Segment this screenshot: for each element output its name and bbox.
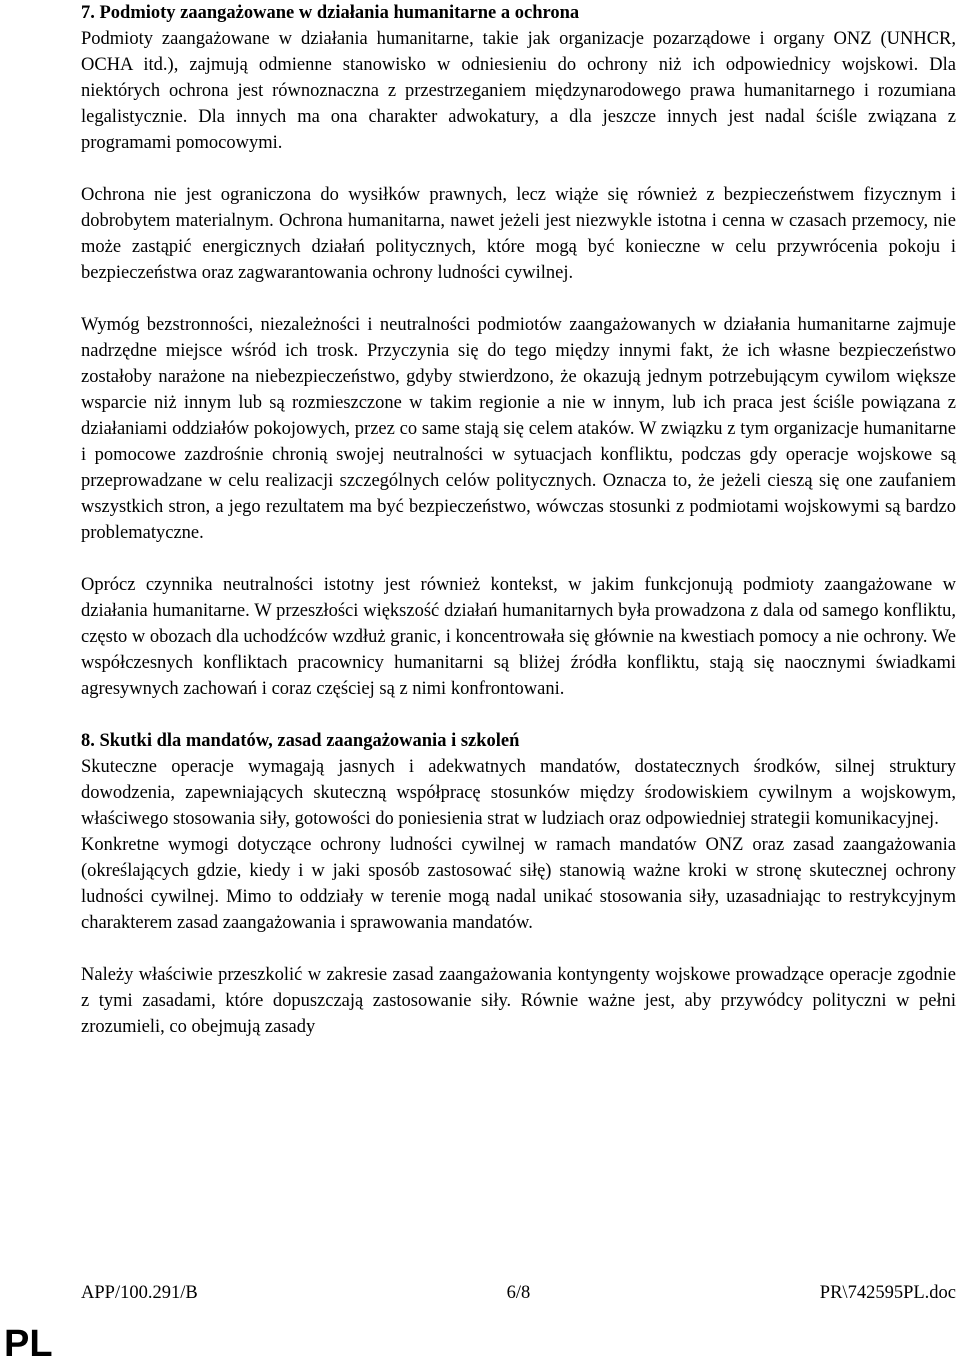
section-8-heading: 8. Skutki dla mandatów, zasad zaangażowania i szkoleń — [81, 731, 520, 751]
section-7-paragraph-4: Oprócz czynnika neutralności istotny jest również kontekst, w jakim funkcjonują podmioty zaangażowane w działania humanitarne. W przeszłości większość działań humanitarnych była prowadzona z dala od samego konfliktu, często w obozach dla uchodźców wzdłuż granic, i koncentrowała się głównie na kwestiach pomocy a nie ochrony. We współczesnych konfliktach pracownicy humanitarni są bliżej źródła konfliktu, stają się naocznymi świadkami agresywnych zachowań i coraz częściej są z nimi konfrontowani. — [81, 575, 956, 699]
footer-doc-ref: APP/100.291/B — [81, 1283, 198, 1303]
language-code: PL — [4, 1323, 53, 1365]
section-8-paragraph-3: Należy właściwie przeszkolić w zakresie zasad zaangażowania kontyngenty wojskowe prowadzące operacje zgodnie z tymi zasadami, które dopuszczają zastosowanie siły. Równie ważne jest, aby przywódcy polityczni w pełni zrozumieli, co obejmują zasady — [81, 965, 956, 1037]
section-7-paragraph-3: Wymóg bezstronności, niezależności i neutralności podmiotów zaangażowanych w działania humanitarne zajmuje nadrzędne miejsce wśród ich trosk. Przyczynia się do tego między innymi fakt, że ich własne bezpieczeństwo zostałoby narażone na niebezpieczeństwo, gdyby stwierdzono, że okazują jednym potrzebującym cywilom większe wsparcie niż innym lub są rozmieszczone w takim regionie a nie w innym, lub ich praca jest ściśle powiązana z działaniami oddziałów pokojowych, przez co same stają się celem ataków. W związku z tym organizacje humanitarne i pomocowe zazdrośnie chronią swojej neutralności w sytuacjach konfliktu, podczas gdy operacje wojskowe są przeprowadzane w celu realizacji szczególnych celów politycznych. Oznacza to, że jeżeli cieszą się one zaufaniem wszystkich stron, a jego rezultatem ma być bezpieczeństwo, wówczas stosunki z podmiotami wojskowymi są bardzo problematyczne. — [81, 315, 956, 543]
footer-file-name: PR\742595PL.doc — [819, 1283, 956, 1303]
section-8-paragraph-1: Skuteczne operacje wymagają jasnych i adekwatnych mandatów, dostatecznych środków, silnej struktury dowodzenia, zapewniających skuteczną współpracę stosunków między środowiskiem cywilnym a wojskowym, właściwego stosowania siły, gotowości do poniesienia strat w ludziach oraz odpowiedniej strategii komunikacyjnej. — [81, 757, 956, 829]
section-7-heading: 7. Podmioty zaangażowane w działania humanitarne a ochrona — [81, 3, 580, 23]
footer-page-number: 6/8 — [506, 1283, 531, 1303]
section-7-paragraph-1: Podmioty zaangażowane w działania humanitarne, takie jak organizacje pozarządowe i organy ONZ (UNHCR, OCHA itd.), zajmują odmienne stanowisko w odniesieniu do ochrony niż ich odpowiednicy wojskowi. Dla niektórych ochrona jest równoznaczna z przestrzeganiem międzynarodowego prawa humanitarnego i rozumiana legalistycznie. Dla innych ma ona charakter adwokatury, a dla jeszcze innych jest nadal ściśle związana z programami pomocowymi. — [81, 29, 956, 153]
page-footer — [81, 1280, 956, 1306]
document-page — [81, 0, 956, 1040]
section-8-paragraph-2: Konkretne wymogi dotyczące ochrony ludności cywilnej w ramach mandatów ONZ oraz zasad zaangażowania (określających gdzie, kiedy i w jaki sposób zastosować siłę) stanowią ważne kroki w stronę skutecznej ochrony ludności cywilnej. Mimo to oddziały w terenie mogą nadal unikać stosowania siły, uzasadniając to restrykcyjnym charakterem zasad zaangażowania i sprawowania mandatów. — [81, 835, 956, 933]
section-7-paragraph-2: Ochrona nie jest ograniczona do wysiłków prawnych, lecz wiąże się również z bezpieczeństwem fizycznym i dobrobytem materialnym. Ochrona humanitarna, nawet jeżeli jest niezwykle istotna i cenna w czasach przemocy, nie może zastąpić energicznych działań politycznych, które mogą być konieczne w celu przywrócenia pokoju i bezpieczeństwa oraz zagwarantowania ochrony ludności cywilnej. — [81, 185, 956, 283]
